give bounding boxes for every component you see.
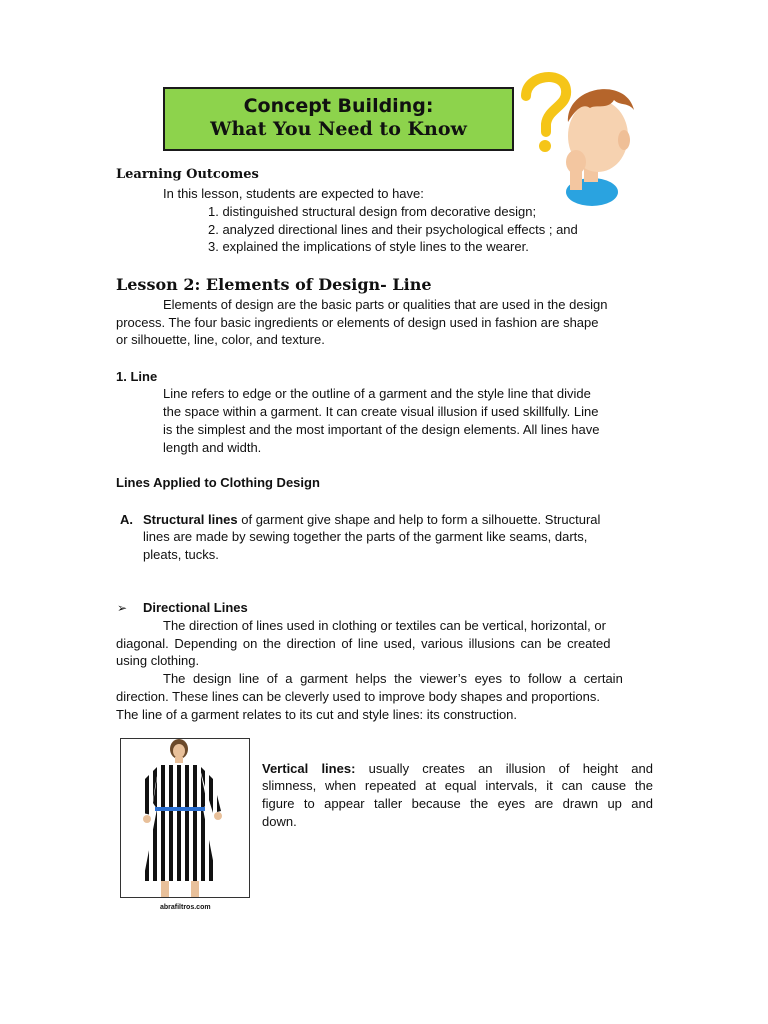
structural-lines-term: Structural lines bbox=[143, 512, 238, 527]
photo-caption: abrafiltros.com bbox=[160, 904, 211, 911]
line-section-text: the space within a garment. It can create visual illusion if used skillfully. Line bbox=[163, 404, 599, 419]
vertical-lines-line4: down. bbox=[262, 814, 297, 829]
directional-p1-line: using clothing. bbox=[116, 653, 200, 668]
learning-outcomes-intro: In this lesson, students are expected to have: bbox=[163, 186, 424, 201]
thinking-boy-question-mark-icon bbox=[516, 66, 648, 210]
line-section-text: length and width. bbox=[163, 440, 262, 455]
structural-lines-text bbox=[143, 511, 600, 529]
directional-heading: Directional Lines bbox=[143, 600, 248, 615]
structural-lines-line2: lines are made by sewing together the parts of the garment like seams, darts, bbox=[143, 529, 588, 544]
structural-lines-line1: of garment give shape and help to form a silhouette. Structural bbox=[237, 512, 601, 527]
arrow-bullet-icon: ➢ bbox=[117, 601, 128, 615]
lesson-title: Lesson 2: Elements of Design- Line bbox=[116, 275, 432, 294]
clothing-heading: Lines Applied to Clothing Design bbox=[116, 475, 320, 490]
directional-p2-line: direction. These lines can be cleverly used to improve body shapes and proportions. bbox=[116, 689, 600, 704]
outcome-item: 1. distinguished structural design from decorative design; bbox=[208, 204, 537, 219]
directional-p1-line: The direction of lines used in clothing or textiles can be vertical, horizontal, or bbox=[163, 618, 606, 633]
line-section-text: is the simplest and the most important of the design elements. All lines have bbox=[163, 422, 600, 437]
lesson-intro-line: or silhouette, line, color, and texture. bbox=[116, 332, 325, 347]
directional-p2-line: The design line of a garment helps the viewer’s eyes to follow a certain bbox=[163, 671, 623, 686]
lesson-intro-line: Elements of design are the basic parts or qualities that are used in the design bbox=[163, 297, 608, 312]
outcome-item: 2. analyzed directional lines and their psychological effects ; and bbox=[208, 222, 578, 237]
outcome-item: 3. explained the implications of style lines to the wearer. bbox=[208, 239, 529, 254]
banner-title-line1: Concept Building: bbox=[243, 95, 434, 117]
striped-dress-photo bbox=[120, 738, 250, 898]
vertical-lines-line2: slimness, when repeated at equal intervals, it can cause the bbox=[262, 778, 653, 793]
lesson-intro-line: process. The four basic ingredients or elements of design used in fashion are shape bbox=[116, 315, 599, 330]
banner-title-line2: What You Need to Know bbox=[210, 118, 467, 140]
directional-p2-line: The line of a garment relates to its cut and style lines: its construction. bbox=[116, 707, 518, 722]
directional-p1-line: diagonal. Depending on the direction of line used, various illusions can be created bbox=[116, 636, 611, 651]
vertical-lines-line3: figure to appear taller because the eyes are drawn up and bbox=[262, 796, 653, 811]
list-marker-a: A. bbox=[120, 512, 133, 527]
structural-lines-line3: pleats, tucks. bbox=[143, 547, 219, 562]
vertical-lines-line1-rest: usually creates an illusion of height and bbox=[355, 761, 653, 776]
concept-banner bbox=[163, 87, 514, 151]
vertical-lines-term: Vertical lines: bbox=[262, 761, 356, 776]
line-section-text: Line refers to edge or the outline of a garment and the style line that divide bbox=[163, 386, 591, 401]
vertical-lines-line1 bbox=[262, 760, 653, 778]
line-section-heading: 1. Line bbox=[116, 369, 158, 384]
learning-outcomes-heading: Learning Outcomes bbox=[116, 167, 259, 182]
